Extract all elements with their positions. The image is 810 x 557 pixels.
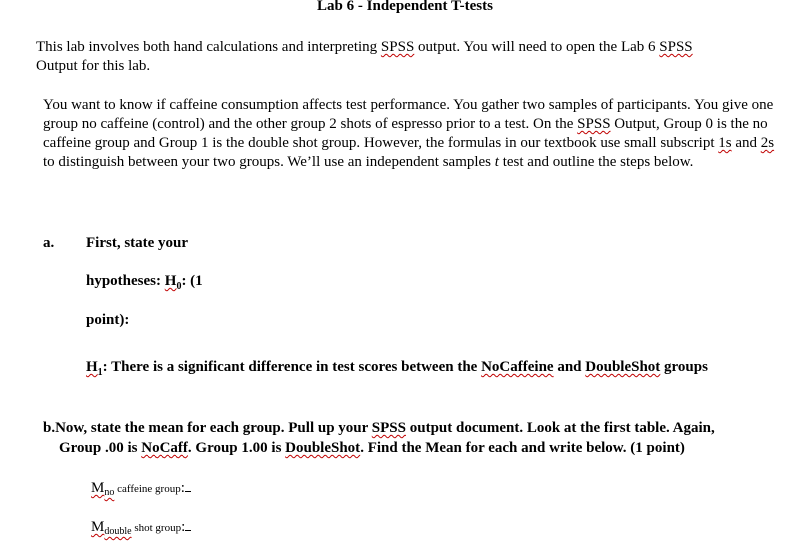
h1-symbol [86, 359, 103, 378]
mean-symbol: M [91, 480, 105, 496]
question-b [43, 418, 783, 458]
subscript-term: 1s [718, 135, 732, 151]
h1-text: groups [660, 359, 708, 375]
h0-subscript: 0 [176, 281, 182, 292]
question-b-label: b. [43, 420, 56, 436]
question-b-text: Now, state the mean for each group. Pull up your [55, 420, 372, 436]
spss-term: SPSS [380, 39, 415, 55]
intro-paragraph [36, 38, 776, 76]
mean-no-caffeine-line [91, 480, 191, 498]
h0-symbol [164, 273, 182, 292]
h1-subscript: 1 [97, 367, 103, 378]
page-title: Lab 6 - Independent T-tests [317, 0, 493, 14]
scenario-text: Output, Group 0 is the no caffeine group and Group 1 is the double shot group. However, the formulas in our textbook use small subscript [43, 116, 768, 151]
answer-blank[interactable] [185, 481, 191, 492]
scenario-paragraph [43, 96, 783, 172]
colon: : [180, 480, 185, 496]
mean-label: caffeine group [114, 483, 181, 495]
mean-subscript: double [104, 526, 132, 538]
subscript-term: 2s [760, 135, 775, 151]
answer-blank[interactable] [185, 520, 191, 531]
intro-text: output. You will need to open the Lab 6 [414, 39, 660, 55]
question-a-label: a. [43, 235, 55, 251]
mean-double-shot-line [91, 519, 191, 537]
spss-term: SPSS [371, 420, 406, 436]
h1-text: and [553, 359, 586, 375]
question-a-line1: First, state your [86, 235, 189, 251]
question-b-text: Group .00 is [59, 440, 142, 456]
scenario-text: to distinguish between your two groups. We’ll use an independent samples [43, 154, 495, 170]
spss-term: SPSS [577, 116, 611, 132]
question-a-line2 [86, 273, 203, 292]
mean-symbol: M [91, 519, 105, 535]
hypotheses-label: hypotheses: [86, 273, 165, 289]
intro-text: Output for this lab. [36, 58, 151, 74]
question-b-text: . Group 1.00 is [187, 440, 286, 456]
scenario-text: You want to know if caffeine consumption affects test performance. You gather two samples of participants. You give one group no caffeine (control) and the other group 2 shots of espresso prior to a test. On the [43, 97, 774, 132]
h1-statement [86, 359, 708, 378]
intro-text: This lab involves both hand calculations and interpreting [36, 39, 381, 55]
scenario-text: test and outline the steps below. [498, 154, 694, 170]
mean-subscript: no [104, 487, 115, 499]
h1-text: : There is a significant difference in test scores between the [102, 359, 482, 375]
colon: : [181, 519, 186, 535]
spss-term: SPSS [659, 39, 693, 55]
question-b-text: output document. Look at the first table. Again, [405, 420, 715, 436]
group-name: DoubleShot [585, 359, 661, 375]
mean-label: shot group [131, 522, 182, 534]
group-name: NoCaffeine [481, 359, 554, 375]
group-name: NoCaff [141, 440, 188, 456]
t-italic: t [494, 154, 499, 170]
points-label: : (1 [181, 273, 203, 289]
h0-letter: H [164, 273, 177, 289]
h1-letter: H [86, 359, 98, 375]
question-b-text: . Find the Mean for each and write below. (1 point) [360, 440, 685, 456]
scenario-text: and [731, 135, 761, 151]
question-a-line3: point): [86, 312, 130, 328]
group-name: DoubleShot [285, 440, 361, 456]
